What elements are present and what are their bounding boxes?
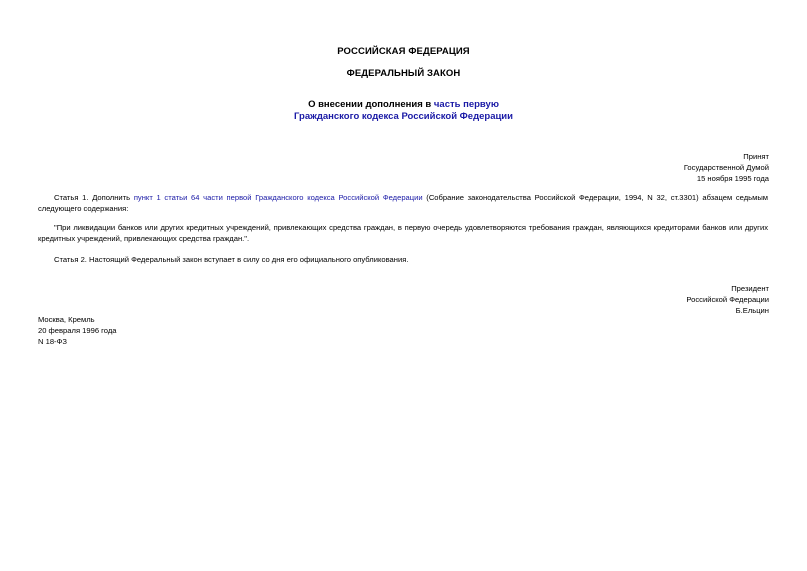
law-title-link-part[interactable]: часть первую <box>433 99 499 110</box>
place-date-block <box>38 314 116 347</box>
article-2-paragraph: Статья 2. Настоящий Федеральный закон вступает в силу со дня его официального опубликования. <box>54 255 409 264</box>
adoption-block <box>684 151 769 184</box>
adoption-line-2: Государственной Думой <box>683 163 769 172</box>
law-number-line: N 18-ФЗ <box>38 337 67 346</box>
signature-title: Президент <box>731 284 769 293</box>
signature-office: Российской Федерации <box>686 295 769 304</box>
adoption-line-1: Принят <box>743 152 769 161</box>
signature-block <box>686 283 769 316</box>
law-title-link-code[interactable]: Гражданского кодекса Российской Федерации <box>294 111 513 122</box>
law-type-heading: ФЕДЕРАЛЬНЫЙ ЗАКОН <box>346 68 461 79</box>
law-title-prefix: О внесении дополнения в <box>308 99 434 110</box>
place-line: Москва, Кремль <box>38 315 95 324</box>
article-1-tail: (Собрание законодательства Российской Федерации, 1994, N 32, ст.3301) абзацем седьмым следующего содержания: <box>38 193 769 213</box>
article-1-lead: Статья 1. Дополнить <box>54 193 134 202</box>
quoted-paragraph: "При ликвидации банков или других кредитных учреждений, привлекающих средства граждан, в первую очередь удовлетворяются требования граждан, являющихся кредиторами банков или других кредитных учреждений, привлекающих средства граждан.". <box>38 223 768 243</box>
adoption-line-3: 15 ноября 1995 года <box>696 174 769 183</box>
country-heading: РОССИЙСКАЯ ФЕДЕРАЦИЯ <box>337 46 470 57</box>
signature-name: Б.Ельцин <box>735 306 769 315</box>
article-1-link[interactable]: пункт 1 статьи 64 части первой Гражданского кодекса Российской Федерации <box>133 193 423 202</box>
article-1-paragraph <box>38 192 768 214</box>
law-title <box>0 99 807 123</box>
date-line: 20 февраля 1996 года <box>38 326 117 335</box>
